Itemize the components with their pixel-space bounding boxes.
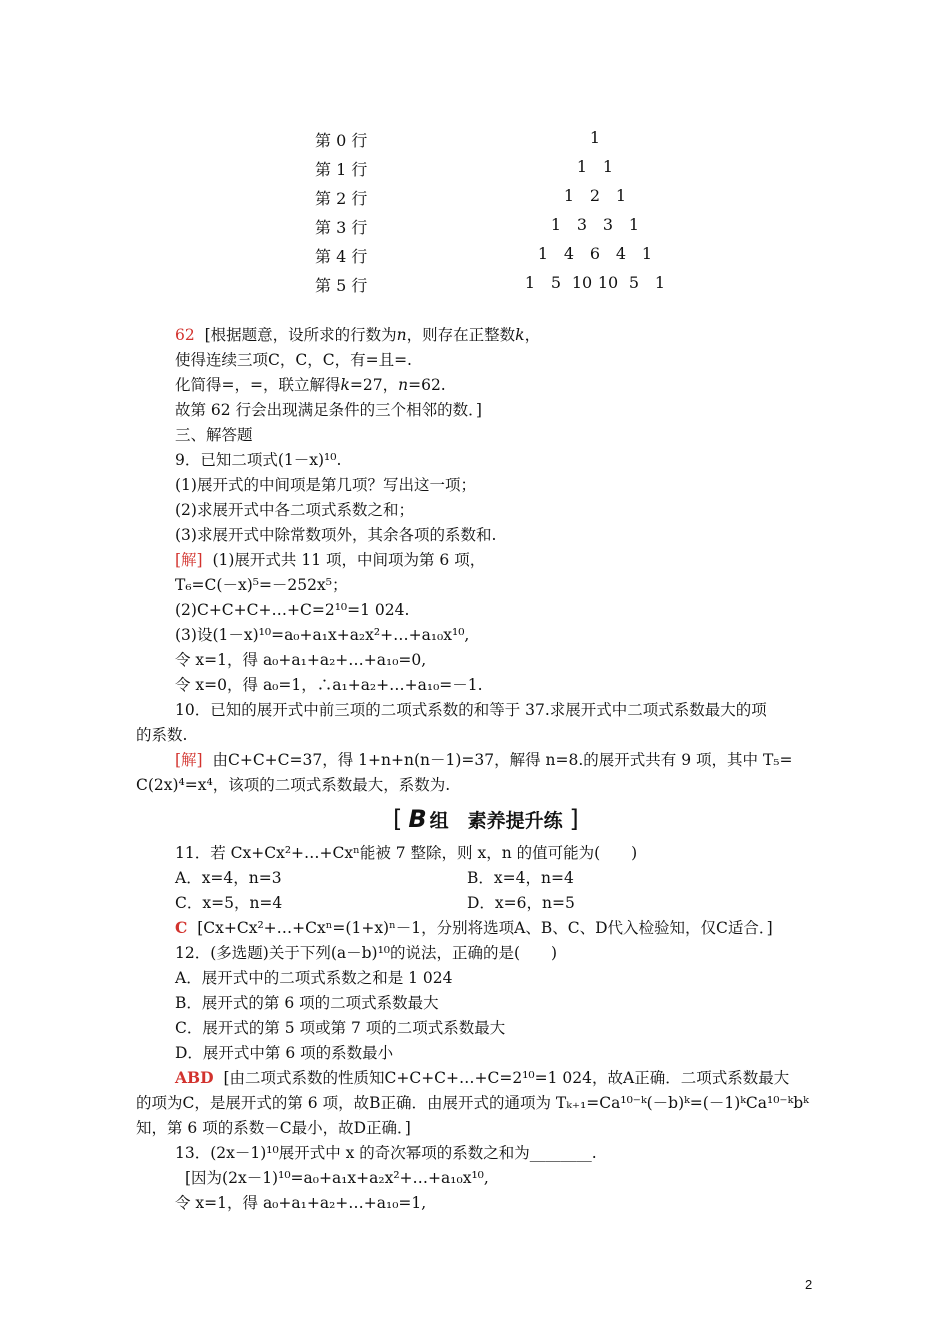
row-label: 第 5 行 bbox=[315, 276, 368, 295]
q12-explanation: ABD [由二项式系数的性质知C+C+C+…+C=2¹⁰=1 024，故A正确．二项式系数最大 bbox=[175, 1068, 790, 1087]
row-label: 第 0 行 bbox=[315, 131, 368, 150]
q8-line: 故第 62 行会出现满足条件的三个相邻的数．] bbox=[175, 401, 482, 419]
q9-solution-line: 令 x=0，得 a₀=1，∴a₁+a₂+…+a₁₀=－1. bbox=[175, 676, 483, 694]
q11-stem: 11．若 Cx+Cx²+…+Cxⁿ能被 7 整除，则 x，n 的值可能为( ) bbox=[175, 844, 638, 862]
q12-explanation: 的项为C，是展开式的第 6 项，故B正确．由展开式的通项为 Tₖ₊₁=Ca¹⁰⁻ᵏ(－b)ᵏ=(－1)ᵏCa¹⁰⁻ᵏbᵏ bbox=[136, 1094, 809, 1112]
solution-tag: [解] bbox=[175, 551, 203, 569]
row-values: 1 1 bbox=[576, 157, 614, 176]
row-values: 1 3 3 1 bbox=[550, 215, 640, 234]
row-values: 1 5 10 10 5 1 bbox=[524, 273, 666, 292]
q13-solution-line: [因为(2x－1)¹⁰=a₀+a₁x+a₂x²+…+a₁₀x¹⁰, bbox=[185, 1169, 489, 1187]
q12-explanation: 知，第 6 项的系数－C最小，故D正确．] bbox=[136, 1119, 411, 1137]
page-number: 2 bbox=[805, 1277, 813, 1292]
q8-line: 化简得=，=，联立解得k=27，n=62. bbox=[175, 376, 446, 394]
q8-answer-line: 62 [根据题意，设所求的行数为n，则存在正整数k， bbox=[175, 326, 541, 344]
section-banner: [ B 组 素养提升练 ] bbox=[393, 805, 579, 833]
q9-solution-line: 令 x=1，得 a₀+a₁+a₂+…+a₁₀=0, bbox=[175, 651, 427, 669]
q13-stem: 13．(2x－1)¹⁰展开式中 x 的奇次幂项的系数之和为________. bbox=[175, 1144, 597, 1162]
q9-solution-line: (3)设(1－x)¹⁰=a₀+a₁x+a₂x²+…+a₁₀x¹⁰, bbox=[175, 626, 470, 644]
q10-solution-line: C(2x)⁴=x⁴，该项的二项式系数最大，系数为. bbox=[136, 776, 451, 794]
q11-option-b: B．x=4，n=4 bbox=[467, 869, 574, 887]
row-values: 1 4 6 4 1 bbox=[537, 244, 653, 263]
q11-option-c: C．x=5，n=4 bbox=[175, 894, 283, 912]
solution-tag: [解] bbox=[175, 751, 203, 769]
row-label: 第 1 行 bbox=[315, 160, 368, 179]
q13-solution-line: 令 x=1，得 a₀+a₁+a₂+…+a₁₀=1, bbox=[175, 1194, 427, 1212]
row-label: 第 2 行 bbox=[315, 189, 368, 208]
q9-part: (3)求展开式中除常数项外，其余各项的系数和. bbox=[175, 526, 497, 544]
q9-stem: 9．已知二项式(1－x)¹⁰. bbox=[175, 451, 342, 469]
q10-stem: 的系数. bbox=[136, 726, 188, 744]
q11-option-d: D．x=6，n=5 bbox=[467, 894, 575, 912]
section-heading: 三、解答题 bbox=[175, 426, 253, 444]
q11-explanation: C [Cx+Cx²+…+Cxⁿ=(1+x)ⁿ－1，分别将选项A、B、C、D代入检验知，仅C适合．] bbox=[175, 918, 773, 937]
answer-key: 62 bbox=[175, 326, 195, 344]
q9-part: (1)展开式的中间项是第几项？写出这一项； bbox=[175, 476, 476, 494]
row-label: 第 4 行 bbox=[315, 247, 368, 266]
q11-option-a: A．x=4，n=3 bbox=[175, 869, 282, 887]
row-label: 第 3 行 bbox=[315, 218, 368, 237]
q9-part: (2)求展开式中各二项式系数之和； bbox=[175, 501, 414, 519]
q12-stem: 12．(多选题)关于下列(a－b)¹⁰的说法，正确的是( ) bbox=[175, 944, 558, 962]
q10-stem: 10．已知的展开式中前三项的二项式系数的和等于 37.求展开式中二项式系数最大的项 bbox=[175, 701, 767, 719]
q12-option-b: B．展开式的第 6 项的二项式系数最大 bbox=[175, 994, 439, 1012]
q8-line: 使得连续三项C，C，C，有=且=. bbox=[175, 351, 412, 369]
q9-solution-line: T₆=C(－x)⁵=－252x⁵； bbox=[175, 576, 348, 594]
answer-key: ABD bbox=[175, 1068, 214, 1087]
q9-solution-line: (2)C+C+C+…+C=2¹⁰=1 024. bbox=[175, 601, 410, 619]
q10-solution-line: [解] 由C+C+C=37，得 1+n+n(n－1)=37，解得 n=8.的展开式共有 9 项，其中 T₅= bbox=[175, 751, 793, 769]
q9-solution-line: [解] (1)展开式共 11 项，中间项为第 6 项， bbox=[175, 551, 486, 569]
q12-option-c: C．展开式的第 5 项或第 7 项的二项式系数最大 bbox=[175, 1019, 506, 1037]
row-values: 1 2 1 bbox=[563, 186, 627, 205]
q12-option-a: A．展开式中的二项式系数之和是 1 024 bbox=[175, 969, 453, 987]
row-values: 1 bbox=[589, 128, 601, 147]
q12-option-d: D．展开式中第 6 项的系数最小 bbox=[175, 1044, 394, 1062]
answer-key: C bbox=[175, 918, 188, 937]
